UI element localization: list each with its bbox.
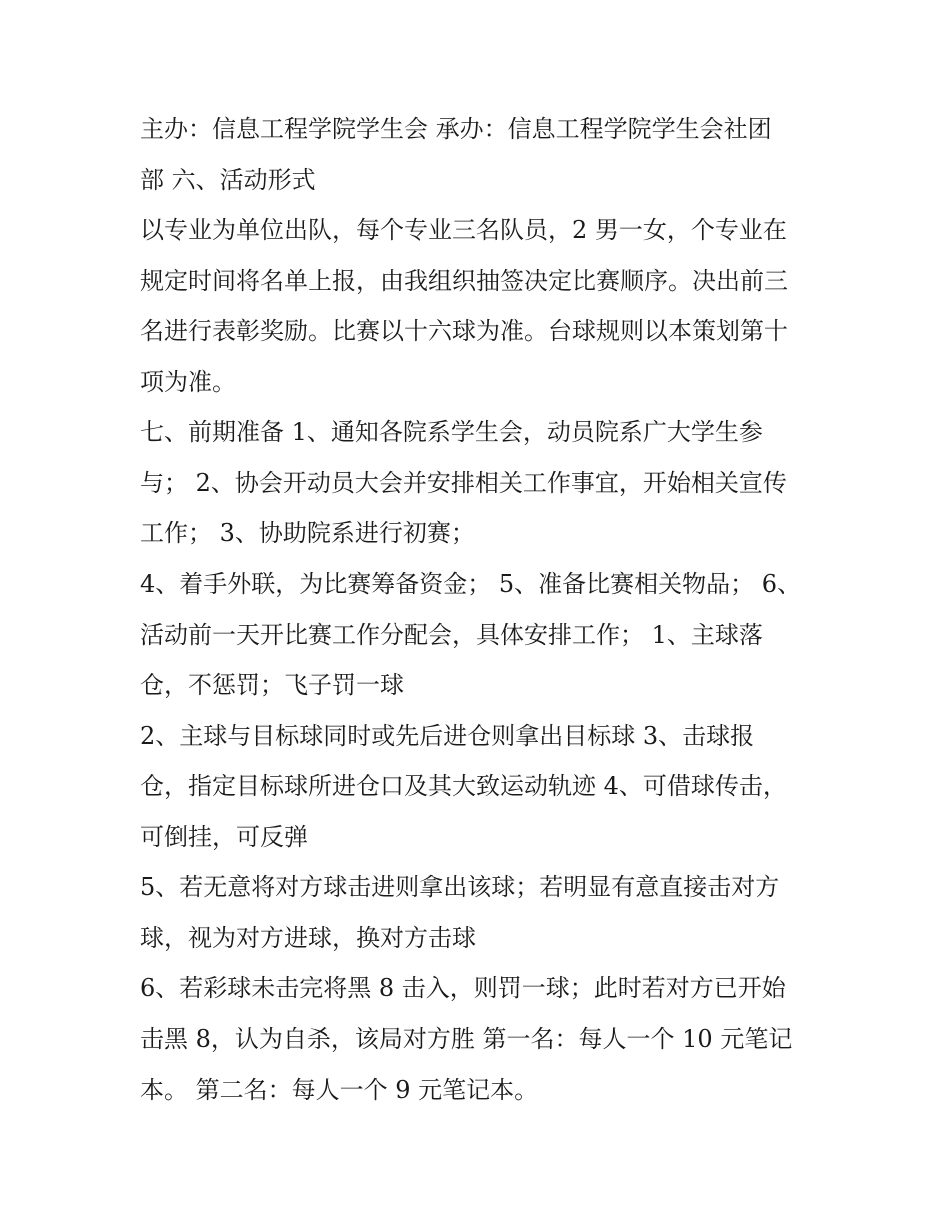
text-line: 2、主球与目标球同时或先后进仓则拿出目标球 3、击球报 [140, 722, 755, 750]
text-line: 本。 第二名：每人一个 9 元笔记本。 [140, 1076, 539, 1104]
text-line: 仓，指定目标球所进仓口及其大致运动轨迹 4、可借球传击， [140, 772, 787, 800]
text-line: 仓，不惩罚；飞子罚一球 [140, 671, 404, 699]
text-line: 主办：信息工程学院学生会 承办：信息工程学院学生会社团 [140, 115, 772, 143]
text-line: 七、前期准备 1、通知各院系学生会，动员院系广大学生参 [140, 418, 763, 446]
text-line: 与； 2、协会开动员大会并安排相关工作事宜，开始相关宣传 [140, 469, 787, 497]
text-line: 规定时间将名单上报，由我组织抽签决定比赛顺序。决出前三 [140, 267, 788, 295]
text-line: 4、着手外联，为比赛筹备资金； 5、准备比赛相关物品； 6、 [140, 570, 802, 598]
text-line: 部 六、活动形式 [140, 166, 316, 194]
text-line: 以专业为单位出队，每个专业三名队员，2 男一女，个专业在 [140, 216, 787, 244]
text-line: 击黑 8，认为自杀，该局对方胜 第一名：每人一个 10 元笔记 [140, 1025, 793, 1053]
text-line: 球，视为对方进球，换对方击球 [140, 924, 476, 952]
text-line: 6、若彩球未击完将黑 8 击入，则罚一球；此时若对方已开始 [140, 974, 786, 1002]
text-line: 可倒挂，可反弹 [140, 823, 308, 851]
text-line: 名进行表彰奖励。比赛以十六球为准。台球规则以本策划第十 [140, 317, 788, 345]
text-line: 5、若无意将对方球击进则拿出该球；若明显有意直接击对方 [140, 873, 780, 901]
text-line: 活动前一天开比赛工作分配会，具体安排工作； 1、主球落 [140, 621, 763, 649]
text-line: 工作； 3、协助院系进行初赛； [140, 519, 475, 547]
text-line: 项为准。 [140, 368, 236, 396]
